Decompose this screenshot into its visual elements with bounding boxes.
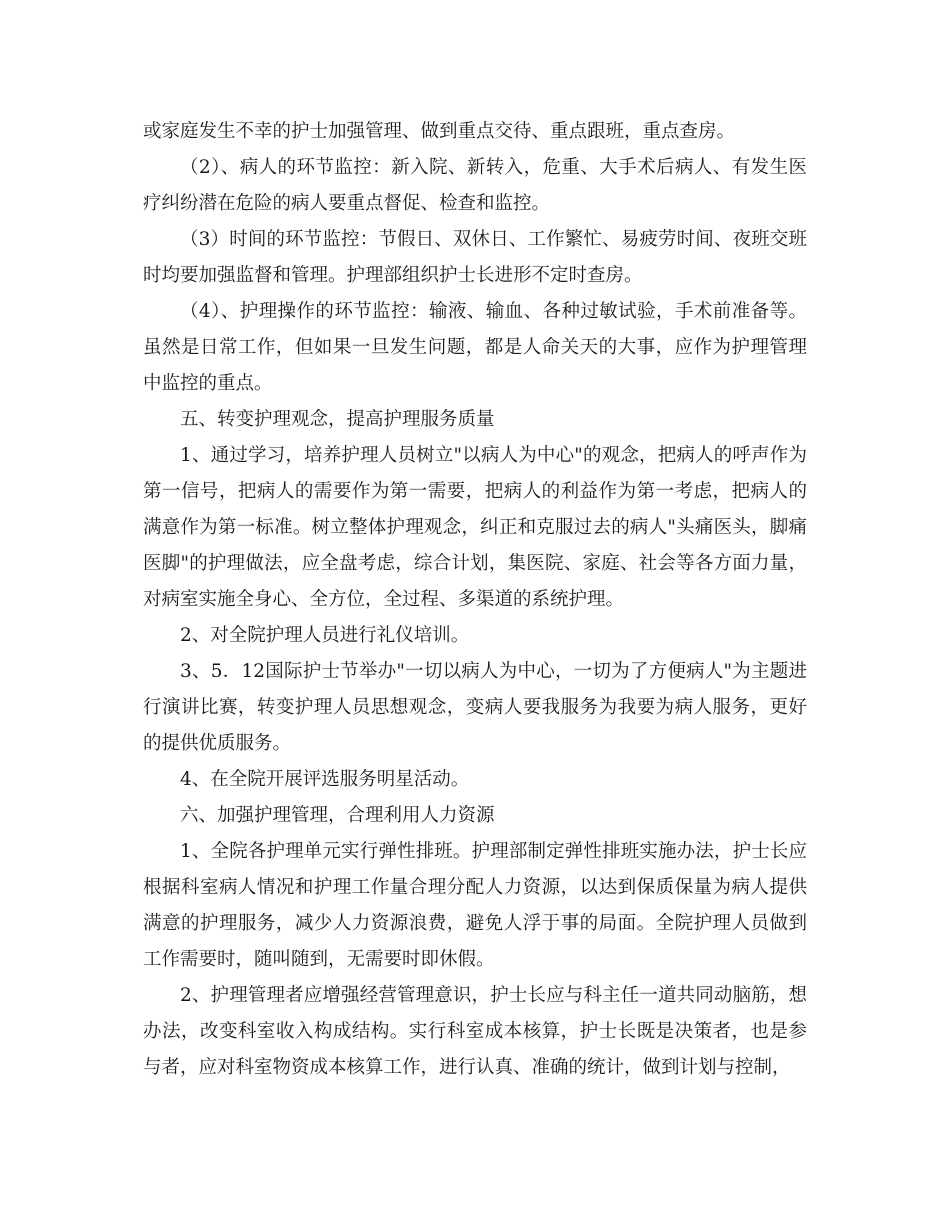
- paragraph-2: （2）、病人的环节监控：新入院、新转入，危重、大手术后病人、有发生医疗纠纷潜在危险的病人要重点督促、检查和监控。: [143, 157, 807, 214]
- section-heading-6: 六、加强护理管理，合理利用人力资源: [180, 805, 495, 826]
- paragraph-3: （3）时间的环节监控：节假日、双休日、工作繁忙、易疲劳时间、夜班交班时均要加强监督和管理。护理部组织护士长进形不定时查房。: [143, 229, 807, 286]
- paragraph-8: 3、5．12国际护士节举办"一切以病人为中心，一切为了方便病人"为主题进行演讲比赛，转变护理人员思想观念，变病人要我服务为我要为病人服务，更好的提供优质服务。: [143, 661, 807, 754]
- paragraph-12: 2、护理管理者应增强经营管理意识，护士长应与科主任一道共同动脑筋，想办法，改变科室收入构成结构。实行科室成本核算，护士长既是决策者，也是参与者，应对科室物资成本核算工作，进行认真、准确的统计，做到计划与控制，: [143, 985, 807, 1078]
- paragraph-11: 1、全院各护理单元实行弹性排班。护理部制定弹性排班实施办法，护士长应根据科室病人情况和护理工作量合理分配人力资源，以达到保质保量为病人提供满意的护理服务，减少人力资源浪费，避免人浮于事的局面。全院护理人员做到工作需要时，随叫随到，无需要时即休假。: [143, 841, 807, 970]
- paragraph-4: （4）、护理操作的环节监控：输液、输血、各种过敏试验，手术前准备等。虽然是日常工作，但如果一旦发生问题，都是人命关天的大事，应作为护理管理中监控的重点。: [143, 301, 807, 394]
- paragraph-6: 1、通过学习，培养护理人员树立"以病人为中心"的观念，把病人的呼声作为第一信号，把病人的需要作为第一需要，把病人的利益作为第一考虑，把病人的满意作为第一标准。树立整体护理观念，纠正和克服过去的病人"头痛医头，脚痛医脚"的护理做法，应全盘考虑，综合计划，集医院、家庭、社会等各方面力量，对病室实施全身心、全方位，全过程、多渠道的系统护理。: [143, 445, 807, 610]
- paragraph-7: 2、对全院护理人员进行礼仪培训。: [180, 625, 470, 646]
- paragraph-1: 或家庭发生不幸的护士加强管理、做到重点交待、重点跟班，重点查房。: [143, 121, 736, 142]
- document-body: [143, 114, 807, 1086]
- paragraph-9: 4、在全院开展评选服务明星活动。: [180, 769, 470, 790]
- section-heading-5: 五、转变护理观念，提高护理服务质量: [180, 409, 495, 430]
